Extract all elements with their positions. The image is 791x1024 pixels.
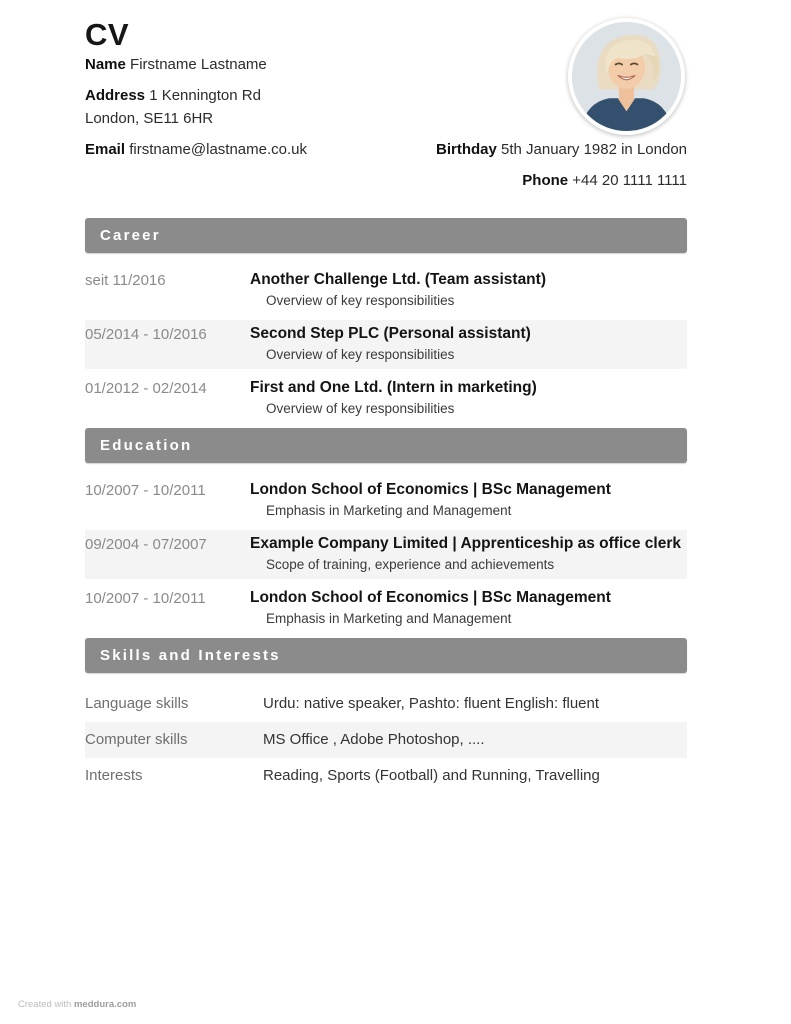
skill-row (85, 722, 687, 758)
contact-block (85, 53, 307, 161)
section-header-education: Education (85, 428, 687, 463)
entry-body (250, 270, 546, 310)
birthday-line (436, 140, 687, 160)
entry-subtitle: Emphasis in Marketing and Management (266, 611, 512, 626)
skill-value: MS Office , Adobe Photoshop, .... (263, 731, 485, 748)
section-career (85, 218, 687, 423)
entry-period: seit 11/2016 (85, 272, 166, 289)
profile-photo-illustration (572, 22, 681, 131)
email-line (85, 138, 307, 161)
entry-body (250, 588, 611, 628)
entry-period: 05/2014 - 10/2016 (85, 326, 207, 343)
entry-subtitle: Scope of training, experience and achievements (266, 557, 555, 572)
entry-body (250, 324, 531, 364)
footer-credit (18, 999, 136, 1010)
page-title: CV (85, 17, 130, 52)
skill-label: Interests (85, 767, 143, 784)
entry-body (250, 534, 681, 574)
education-rows (85, 476, 687, 633)
cv-header (85, 0, 687, 218)
section-skills (85, 638, 687, 794)
entry-subtitle: Emphasis in Marketing and Management (266, 503, 512, 518)
email-value: firstname@lastname.co.uk (129, 141, 307, 158)
skill-row (85, 758, 687, 794)
career-entry (85, 320, 687, 369)
education-entry (85, 584, 687, 633)
entry-title: London School of Economics | BSc Management (250, 481, 611, 498)
skills-rows (85, 686, 687, 794)
entry-title: Example Company Limited | Apprenticeship as office clerk (250, 535, 681, 552)
education-entry (85, 530, 687, 579)
address-line-1 (85, 84, 307, 107)
footer-created-with: Created with (18, 999, 72, 1010)
skill-value: Urdu: native speaker, Pashto: fluent English: fluent (263, 695, 600, 712)
skill-row (85, 686, 687, 722)
name-line (85, 53, 307, 76)
entry-period: 09/2004 - 07/2007 (85, 536, 207, 553)
phone-label: Phone (522, 172, 569, 189)
address-value-1: 1 Kennington Rd (149, 87, 261, 104)
right-contact-block (436, 140, 687, 191)
entry-subtitle: Overview of key responsibilities (266, 293, 455, 308)
phone-line (436, 171, 687, 191)
phone-value: +44 20 1111 1111 (572, 172, 687, 189)
section-education (85, 428, 687, 633)
entry-period: 10/2007 - 10/2011 (85, 590, 206, 607)
skill-label: Language skills (85, 695, 189, 712)
career-rows (85, 266, 687, 423)
section-header-skills: Skills and Interests (85, 638, 687, 673)
entry-period: 10/2007 - 10/2011 (85, 482, 206, 499)
footer-brand: meddura.com (73, 999, 137, 1010)
cv-content (85, 0, 687, 794)
entry-title: London School of Economics | BSc Management (250, 589, 611, 606)
entry-body (250, 378, 537, 418)
entry-title: First and One Ltd. (Intern in marketing) (250, 379, 537, 396)
email-label: Email (85, 141, 126, 158)
address-label: Address (85, 87, 146, 104)
section-header-career: Career (85, 218, 687, 253)
career-entry (85, 374, 687, 423)
career-entry (85, 266, 687, 315)
education-entry (85, 476, 687, 525)
skill-value: Reading, Sports (Football) and Running, Travelling (263, 767, 600, 784)
name-value: Firstname Lastname (130, 56, 267, 73)
entry-period: 01/2012 - 02/2014 (85, 380, 207, 397)
name-label: Name (85, 56, 126, 73)
skill-label: Computer skills (85, 731, 188, 748)
profile-photo (568, 18, 685, 135)
entry-subtitle: Overview of key responsibilities (266, 347, 455, 362)
entry-subtitle: Overview of key responsibilities (266, 401, 455, 416)
address-value-2: London, SE11 6HR (85, 110, 214, 127)
birthday-label: Birthday (436, 141, 497, 158)
entry-title: Second Step PLC (Personal assistant) (250, 325, 531, 342)
address-line-2 (85, 107, 307, 130)
entry-body (250, 480, 611, 520)
entry-title: Another Challenge Ltd. (Team assistant) (250, 271, 546, 288)
birthday-value: 5th January 1982 in London (501, 141, 687, 158)
